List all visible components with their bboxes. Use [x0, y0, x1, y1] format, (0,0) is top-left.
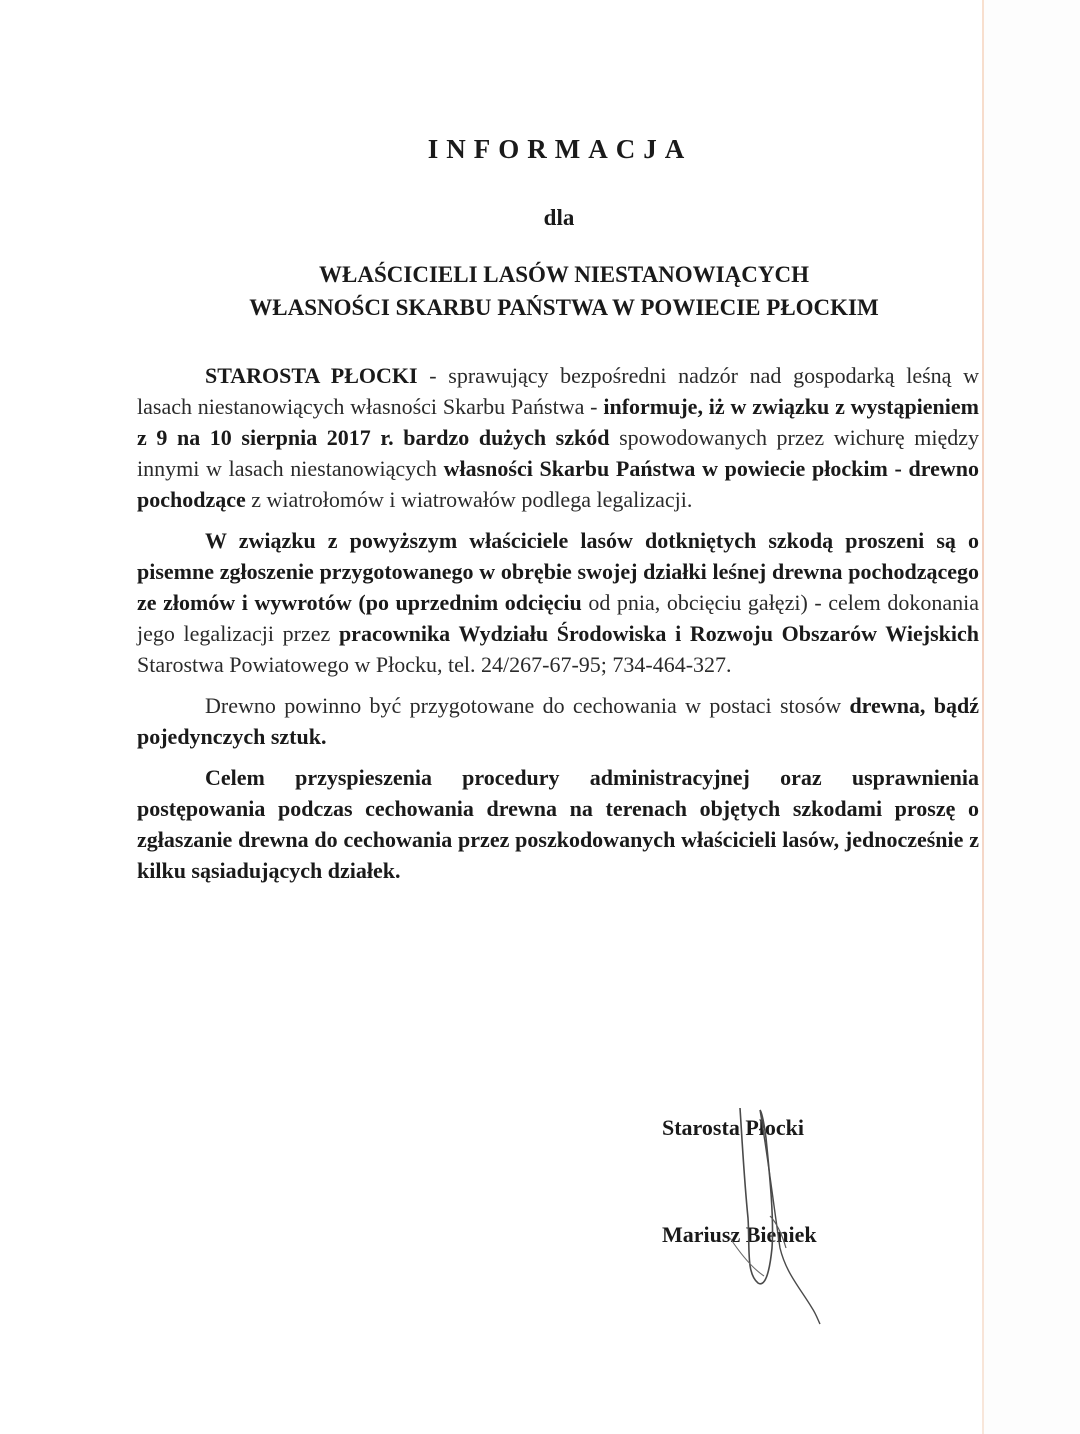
- p1-s5: własności Skarbu Państwa w powiecie płockim - drewno pochodzące: [137, 456, 979, 512]
- signatory-title: Starosta Płocki: [662, 1115, 804, 1140]
- p2-s4: Starostwa Powiatowego w Płocku, tel. 24/267-67-95; 734-464-327.: [137, 652, 732, 677]
- addressee-heading: [0, 258, 1080, 324]
- document-subtitle: dla: [543, 205, 575, 230]
- p1-s1: STAROSTA PŁOCKI: [205, 363, 418, 388]
- p4-s1: Celem przyspieszenia procedury administracyjnej oraz usprawnienia postępowania podczas cechowania drewna na terenach objętych szkodami proszę o zgłaszanie drewna do cechowania przez poszkodowanych właścicieli lasów, jednocześnie z kilku sąsiadujących działek.: [137, 765, 979, 883]
- p2-s2: od pnia, obcięciu gałęzi) - celem dokonania jego legalizacji przez: [137, 590, 979, 646]
- p1-s2: - sprawujący bezpośredni nadzór nad gospodarką leśną w lasach niestanowiących własności Skarbu Państwa -: [137, 363, 979, 419]
- handwritten-signature-icon: [700, 1098, 840, 1328]
- signatory-name: Mariusz Bieniek: [662, 1222, 817, 1247]
- addressee-line-1: WŁAŚCICIELI LASÓW NIESTANOWIĄCYCH: [319, 262, 809, 287]
- p1-s6: z wiatrołomów i wiatrowałów podlega legalizacji.: [245, 487, 693, 512]
- p3-s1: Drewno powinno być przygotowane do cechowania w postaci stosów: [205, 693, 850, 718]
- p3-s2: drewna, bądź pojedynczych sztuk.: [137, 693, 979, 749]
- p2-s3: pracownika Wydziału Środowiska i Rozwoju Obszarów Wiejskich: [338, 621, 979, 646]
- document-body: [137, 360, 979, 886]
- p1-s3: informuje, iż w związku z wystąpieniem z 9 na 10 sierpnia 2017 r. bardzo dużych szkód: [137, 394, 979, 450]
- document-title: INFORMACJA: [427, 134, 693, 164]
- addressee-line-2: WŁASNOŚCI SKARBU PAŃSTWA W POWIECIE PŁOCKIM: [249, 295, 879, 320]
- p1-s4: spowodowanych przez wichurę między innymi w lasach niestanowiących: [137, 425, 979, 481]
- paragraph-2: [137, 525, 979, 680]
- paragraph-4: [137, 762, 979, 886]
- p2-s1: W związku z powyższym właściciele lasów dotkniętych szkodą proszeni są o pisemne zgłoszenie przygotowanego w obrębie swojej działki leśnej drewna pochodzącego ze złomów i wywrotów (po uprzednim odcięciu: [137, 528, 979, 615]
- paragraph-3: [137, 690, 979, 752]
- paragraph-1: [137, 360, 979, 515]
